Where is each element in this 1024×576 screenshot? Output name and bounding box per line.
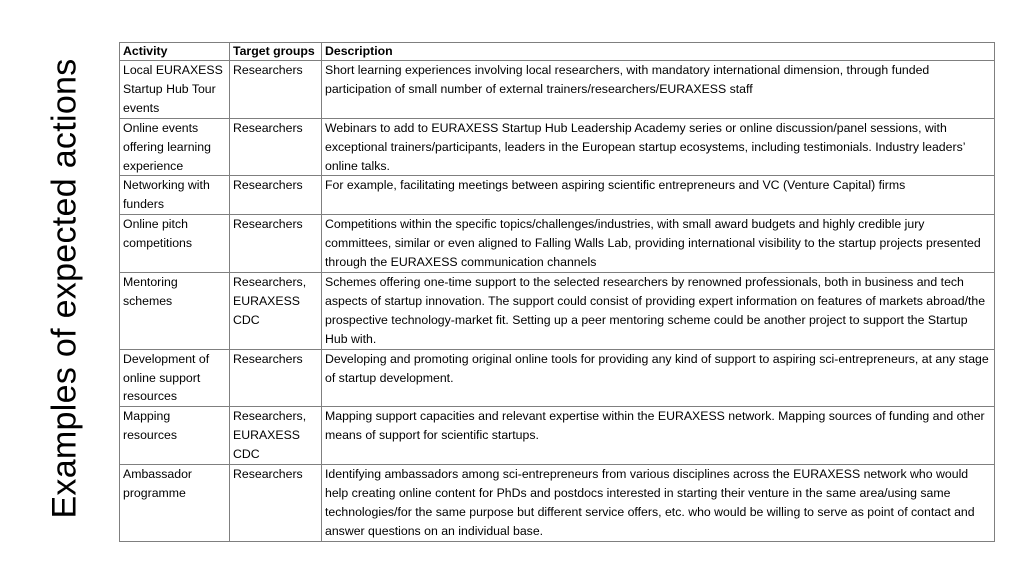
description-cell: Identifying ambassadors among sci-entrepreneurs from various disciplines across the EURAXESS network who would help creating online content for PhDs and postdocs interested in starting their venture in the same area/using same technologies/for the same purpose but different service offers, etc. who would be willing to serve as point of contact and answer questions on an individual base. xyxy=(322,465,995,542)
target-groups-cell: Researchers xyxy=(230,465,322,542)
activity-cell: Networking with funders xyxy=(120,176,230,215)
table-header-row xyxy=(120,43,995,61)
table-row xyxy=(120,349,995,407)
header-activity: Activity xyxy=(120,43,230,61)
description-cell: Competitions within the specific topics/challenges/industries, with small award budgets and highly credible jury committees, similar or even aligned to Falling Walls Lab, providing international visibility to the startup projects presented through the EURAXESS communication channels xyxy=(322,215,995,273)
activity-cell: Online events offering learning experience xyxy=(120,118,230,176)
description-cell: Webinars to add to EURAXESS Startup Hub Leadership Academy series or online discussion/panel sessions, with exceptional trainers/participants, leaders in the European startup ecosystems, including testimonials. Industry leaders’ online talks. xyxy=(322,118,995,176)
target-groups-cell: Researchers xyxy=(230,118,322,176)
activity-cell: Local EURAXESS Startup Hub Tour events xyxy=(120,61,230,119)
actions-table xyxy=(119,42,995,542)
target-groups-cell: Researchers xyxy=(230,215,322,273)
table-row xyxy=(120,118,995,176)
target-groups-cell: Researchers xyxy=(230,61,322,119)
target-groups-cell: Researchers xyxy=(230,176,322,215)
header-description: Description xyxy=(322,43,995,61)
header-target-groups: Target groups xyxy=(230,43,322,61)
activity-cell: Mentoring schemes xyxy=(120,272,230,349)
target-groups-cell: Researchers xyxy=(230,349,322,407)
table-row xyxy=(120,407,995,465)
table-row xyxy=(120,465,995,542)
target-groups-cell: Researchers, EURAXESS CDC xyxy=(230,407,322,465)
description-cell: For example, facilitating meetings between aspiring scientific entrepreneurs and VC (Venture Capital) firms xyxy=(322,176,995,215)
description-cell: Short learning experiences involving local researchers, with mandatory international dimension, through funded participation of small number of external trainers/researchers/EURAXESS staff xyxy=(322,61,995,119)
table-row xyxy=(120,272,995,349)
table-row xyxy=(120,61,995,119)
description-cell: Mapping support capacities and relevant expertise within the EURAXESS network. Mapping sources of funding and other means of support for scientific startups. xyxy=(322,407,995,465)
description-cell: Developing and promoting original online tools for providing any kind of support to aspiring sci-entrepreneurs, at any stage of startup development. xyxy=(322,349,995,407)
slide-title-container xyxy=(40,0,90,576)
slide-title: Examples of expected actions xyxy=(45,57,84,519)
activity-cell: Online pitch competitions xyxy=(120,215,230,273)
activity-cell: Mapping resources xyxy=(120,407,230,465)
table-row xyxy=(120,215,995,273)
table-row xyxy=(120,176,995,215)
activity-cell: Ambassador programme xyxy=(120,465,230,542)
description-cell: Schemes offering one-time support to the selected researchers by renowned professionals, both in business and tech aspects of startup innovation. The support could consist of providing expert information on features of markets abroad/the prospective technology-market fit. Setting up a peer mentoring scheme could be another project to support the Startup Hub with. xyxy=(322,272,995,349)
target-groups-cell: Researchers, EURAXESS CDC xyxy=(230,272,322,349)
activity-cell: Development of online support resources xyxy=(120,349,230,407)
